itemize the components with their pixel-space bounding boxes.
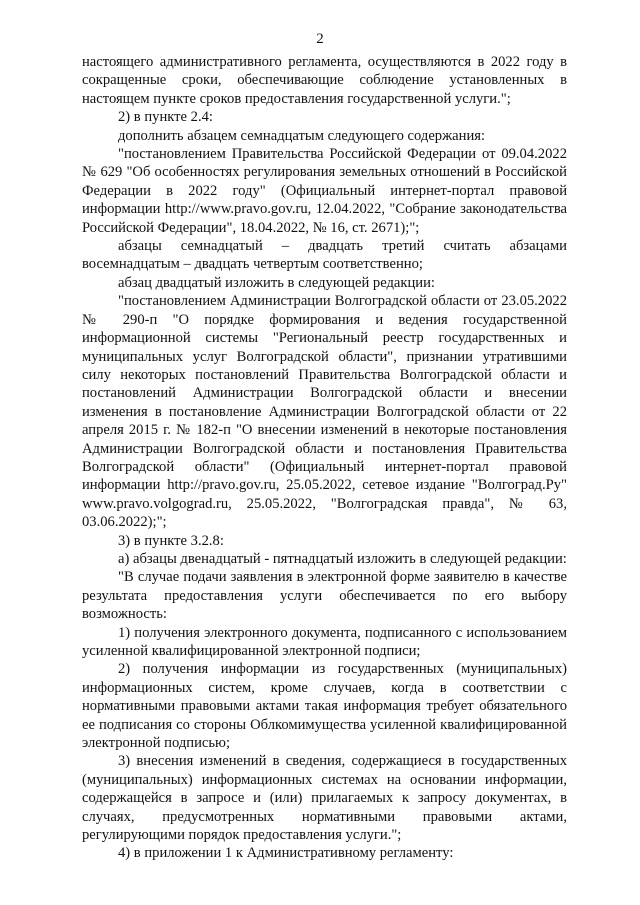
paragraph-6: абзац двадцатый изложить в следующей редакции:	[118, 274, 435, 291]
paragraph-12: 2) получения информации из государственных (муниципальных) информационных систем, кроме случаев, когда в соответствии с нормативными правовыми актами такая информация требует обязательного ее подписания со стороны Облкомимущества усиленной квалифицированной электронной подписью;	[82, 661, 567, 752]
paragraph-8: 3) в пункте 3.2.8:	[118, 532, 224, 549]
paragraph-9: а) абзацы двенадцатый - пятнадцатый изложить в следующей редакции:	[118, 550, 567, 567]
document-body	[82, 53, 567, 863]
paragraph-7: "постановлением Администрации Волгоградской области от 23.05.2022 № 290-п "О порядке формирования и ведения государственной информационной системы "Региональный реестр государственных и муниципальных услуг Волгоградской области", признании утратившими силу некоторых постановлений Правительства Волгоградской области и постановлений Администрации Волгоградской области и внесении изменения в постановление Администрации Волгоградской области от 22 апреля 2015 г. № 182-п "О внесении изменений в некоторые постановления Администрации Волгоградской области и постановления Правительства Волгоградской области" (Официальный интернет-портал правовой информации http://pravo.gov.ru, 25.05.2022, сетевое издание "Волгоград.Ру" www.pravo.volgograd.ru, 25.05.2022, "Волгоградская правда", № 63, 03.06.2022);";	[82, 293, 567, 531]
paragraph-10: "В случае подачи заявления в электронной форме заявителю в качестве результата предоставления услуги обеспечивается по его выбору возможность:	[82, 569, 567, 623]
paragraph-5: абзацы семнадцатый – двадцать третий считать абзацами восемнадцатым – двадцать четвертым соответственно;	[82, 238, 567, 273]
page-number: 2	[316, 31, 324, 47]
paragraph-14: 4) в приложении 1 к Административному регламенту:	[118, 845, 454, 862]
paragraph-13: 3) внесения изменений в сведения, содержащиеся в государственных (муниципальных) информационных системах на основании информации, содержащейся в запросе и (или) прилагаемых к запросу документах, в случаях, предусмотренных нормативными правовыми актами, регулирующими порядок предоставления услуги.";	[82, 753, 567, 844]
paragraph-1: настоящего административного регламента, осуществляются в 2022 году в сокращенные сроки, обеспечивающие соблюдение установленных в настоящем пункте сроков предоставления государственной услуги.";	[82, 54, 567, 107]
paragraph-3: дополнить абзацем семнадцатым следующего содержания:	[118, 127, 486, 144]
paragraph-11: 1) получения электронного документа, подписанного с использованием усиленной квалифицированной электронной подписи;	[82, 624, 567, 659]
paragraph-2: 2) в пункте 2.4:	[118, 109, 213, 126]
paragraph-4: "постановлением Правительства Российской Федерации от 09.04.2022 № 629 "Об особенностях регулирования земельных отношений в Российской Федерации в 2022 году" (Официальный интернет-портал правовой информации http://www.pravo.gov.ru, 12.04.2022, "Собрание законодательства Российской Федерации", 18.04.2022, № 16, ст. 2671);";	[82, 146, 567, 236]
